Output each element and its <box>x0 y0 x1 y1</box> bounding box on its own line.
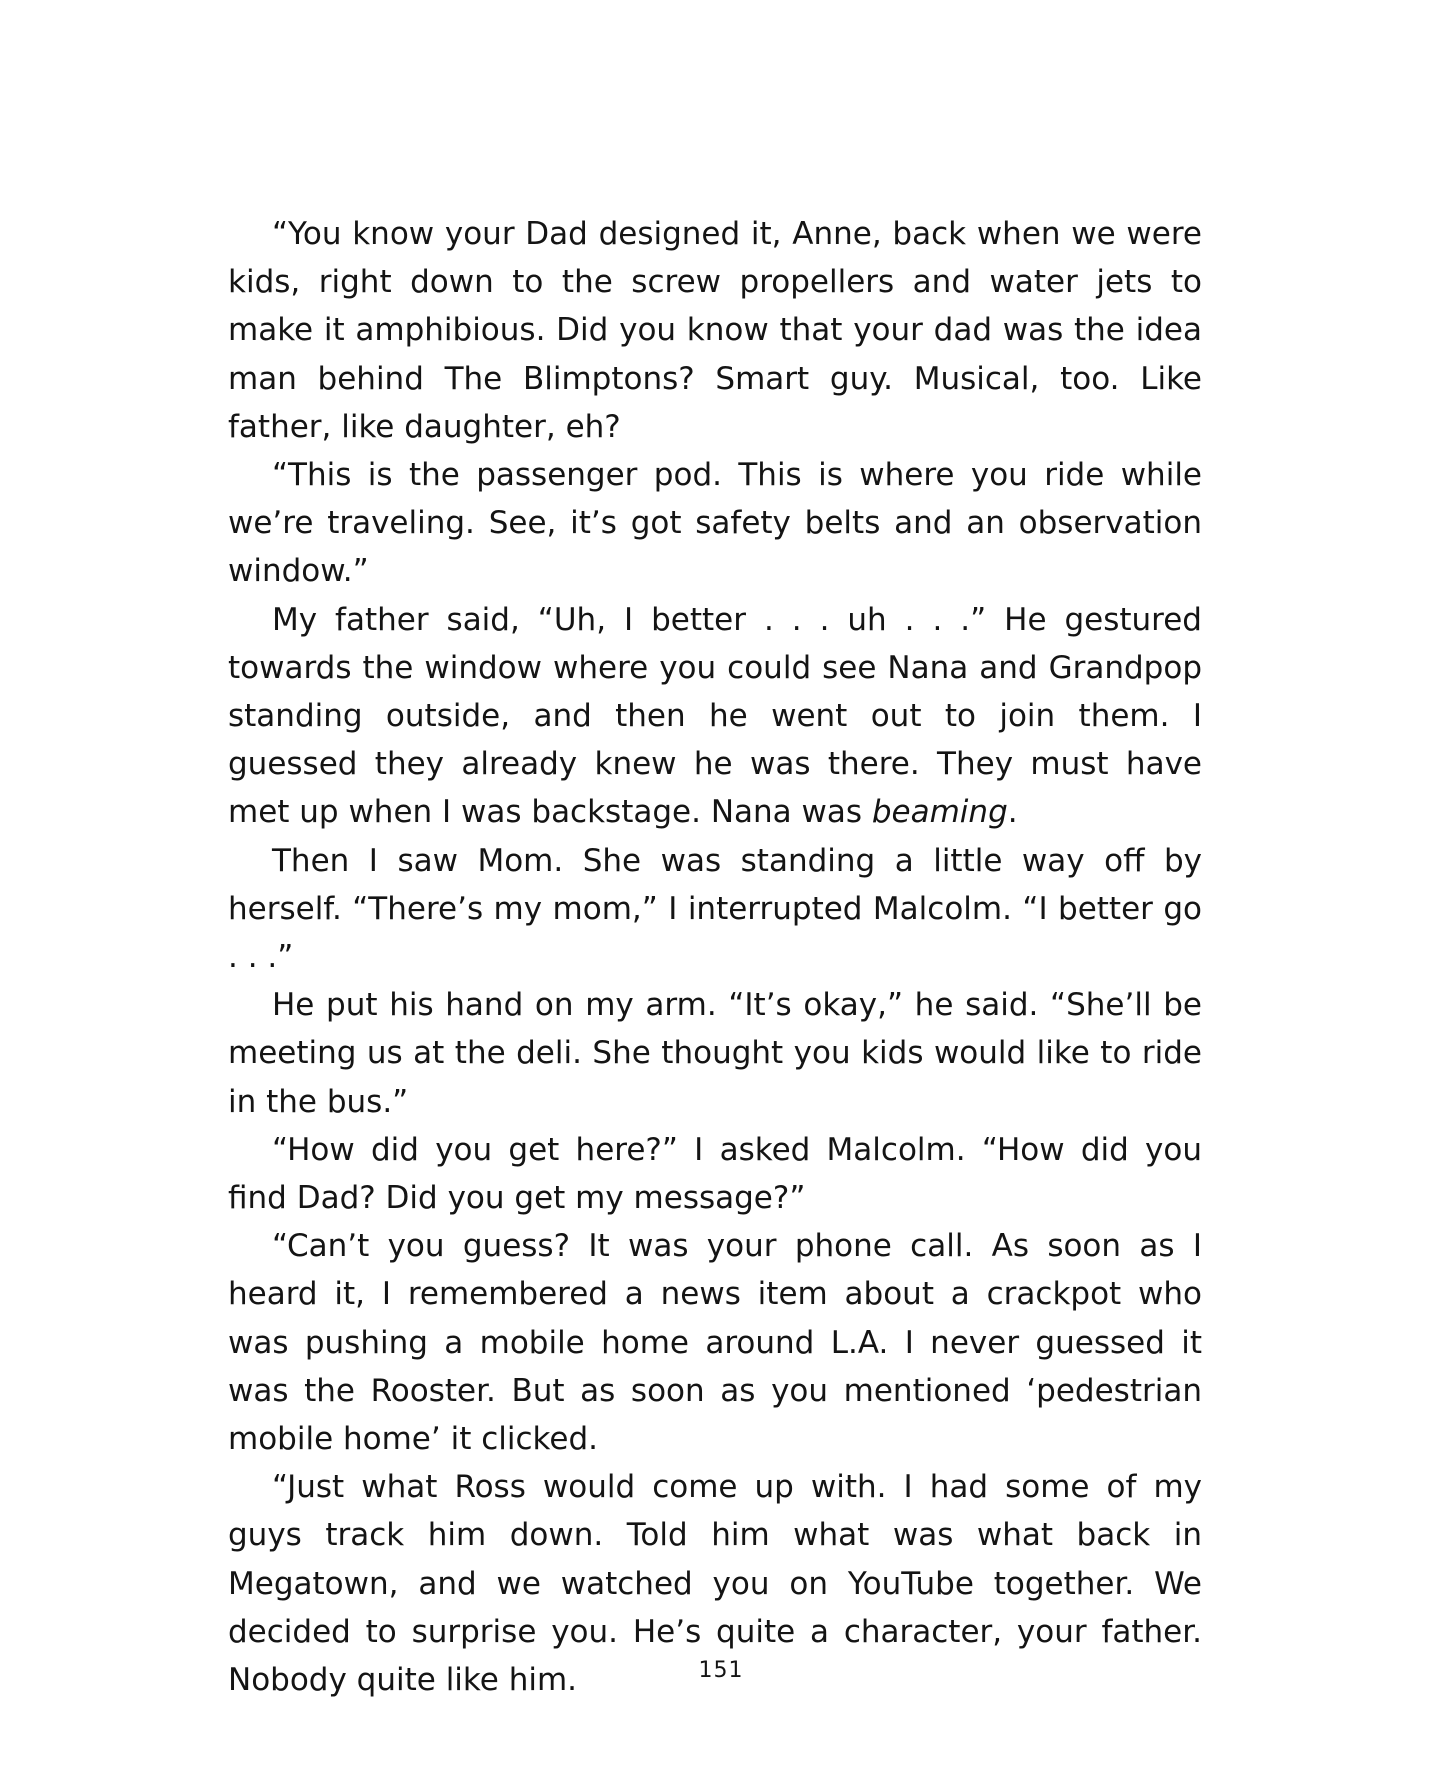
body-text <box>228 210 1202 1704</box>
paragraph-3-end: . <box>1007 794 1018 831</box>
paragraph-3 <box>228 596 1202 837</box>
paragraph-2: “This is the passenger pod. This is where you ride while we’re traveling. See, it’s got safety belts and an observation window.” <box>228 457 1202 590</box>
paragraph-1: “You know your Dad designed it, Anne, back when we were kids, right down to the screw propellers and water jets to make it amphibious. Did you know that your dad was the idea man behind The Blimptons? Smart guy. Musical, too. Like father, like daughter, eh? <box>228 216 1202 445</box>
paragraph-3-text: My father said, “Uh, I better . . . uh . . .” He gestured towards the window where you could see Nana and Grandpop standing outside, and then he went out to join them. I guessed they already knew he was there. They must have met up when I was backstage. Nana was <box>228 601 1202 831</box>
paragraph-6: “How did you get here?” I asked Malcolm. “How did you find Dad? Did you get my message?” <box>228 1131 1202 1217</box>
paragraph-4: Then I saw Mom. She was standing a little way off by herself. “There’s my mom,” I interrupted Malcolm. “I better go . . .” <box>228 842 1202 976</box>
emphasis-word: beaming <box>871 794 1008 831</box>
paragraph-5: He put his hand on my arm. “It’s okay,” he said. “She’ll be meeting us at the deli. She thought you kids would like to ride in the bus.” <box>228 987 1202 1120</box>
paragraph-7: “Can’t you guess? It was your phone call. As soon as I heard it, I remembered a news item about a crackpot who was pushing a mobile home around L.A. I never guessed it was the Rooster. But as soon as you mentioned ‘pedestrian mobile home’ it clicked. <box>228 1228 1202 1458</box>
page-number: 151 <box>698 1658 744 1683</box>
paragraph-8: “Just what Ross would come up with. I had some of my guys track him down. Told him what was what back in Megatown, and we watched you on YouTube together. We decided to surprise you. He’s quite a character, your father. Nobody quite like him. <box>228 1469 1202 1699</box>
